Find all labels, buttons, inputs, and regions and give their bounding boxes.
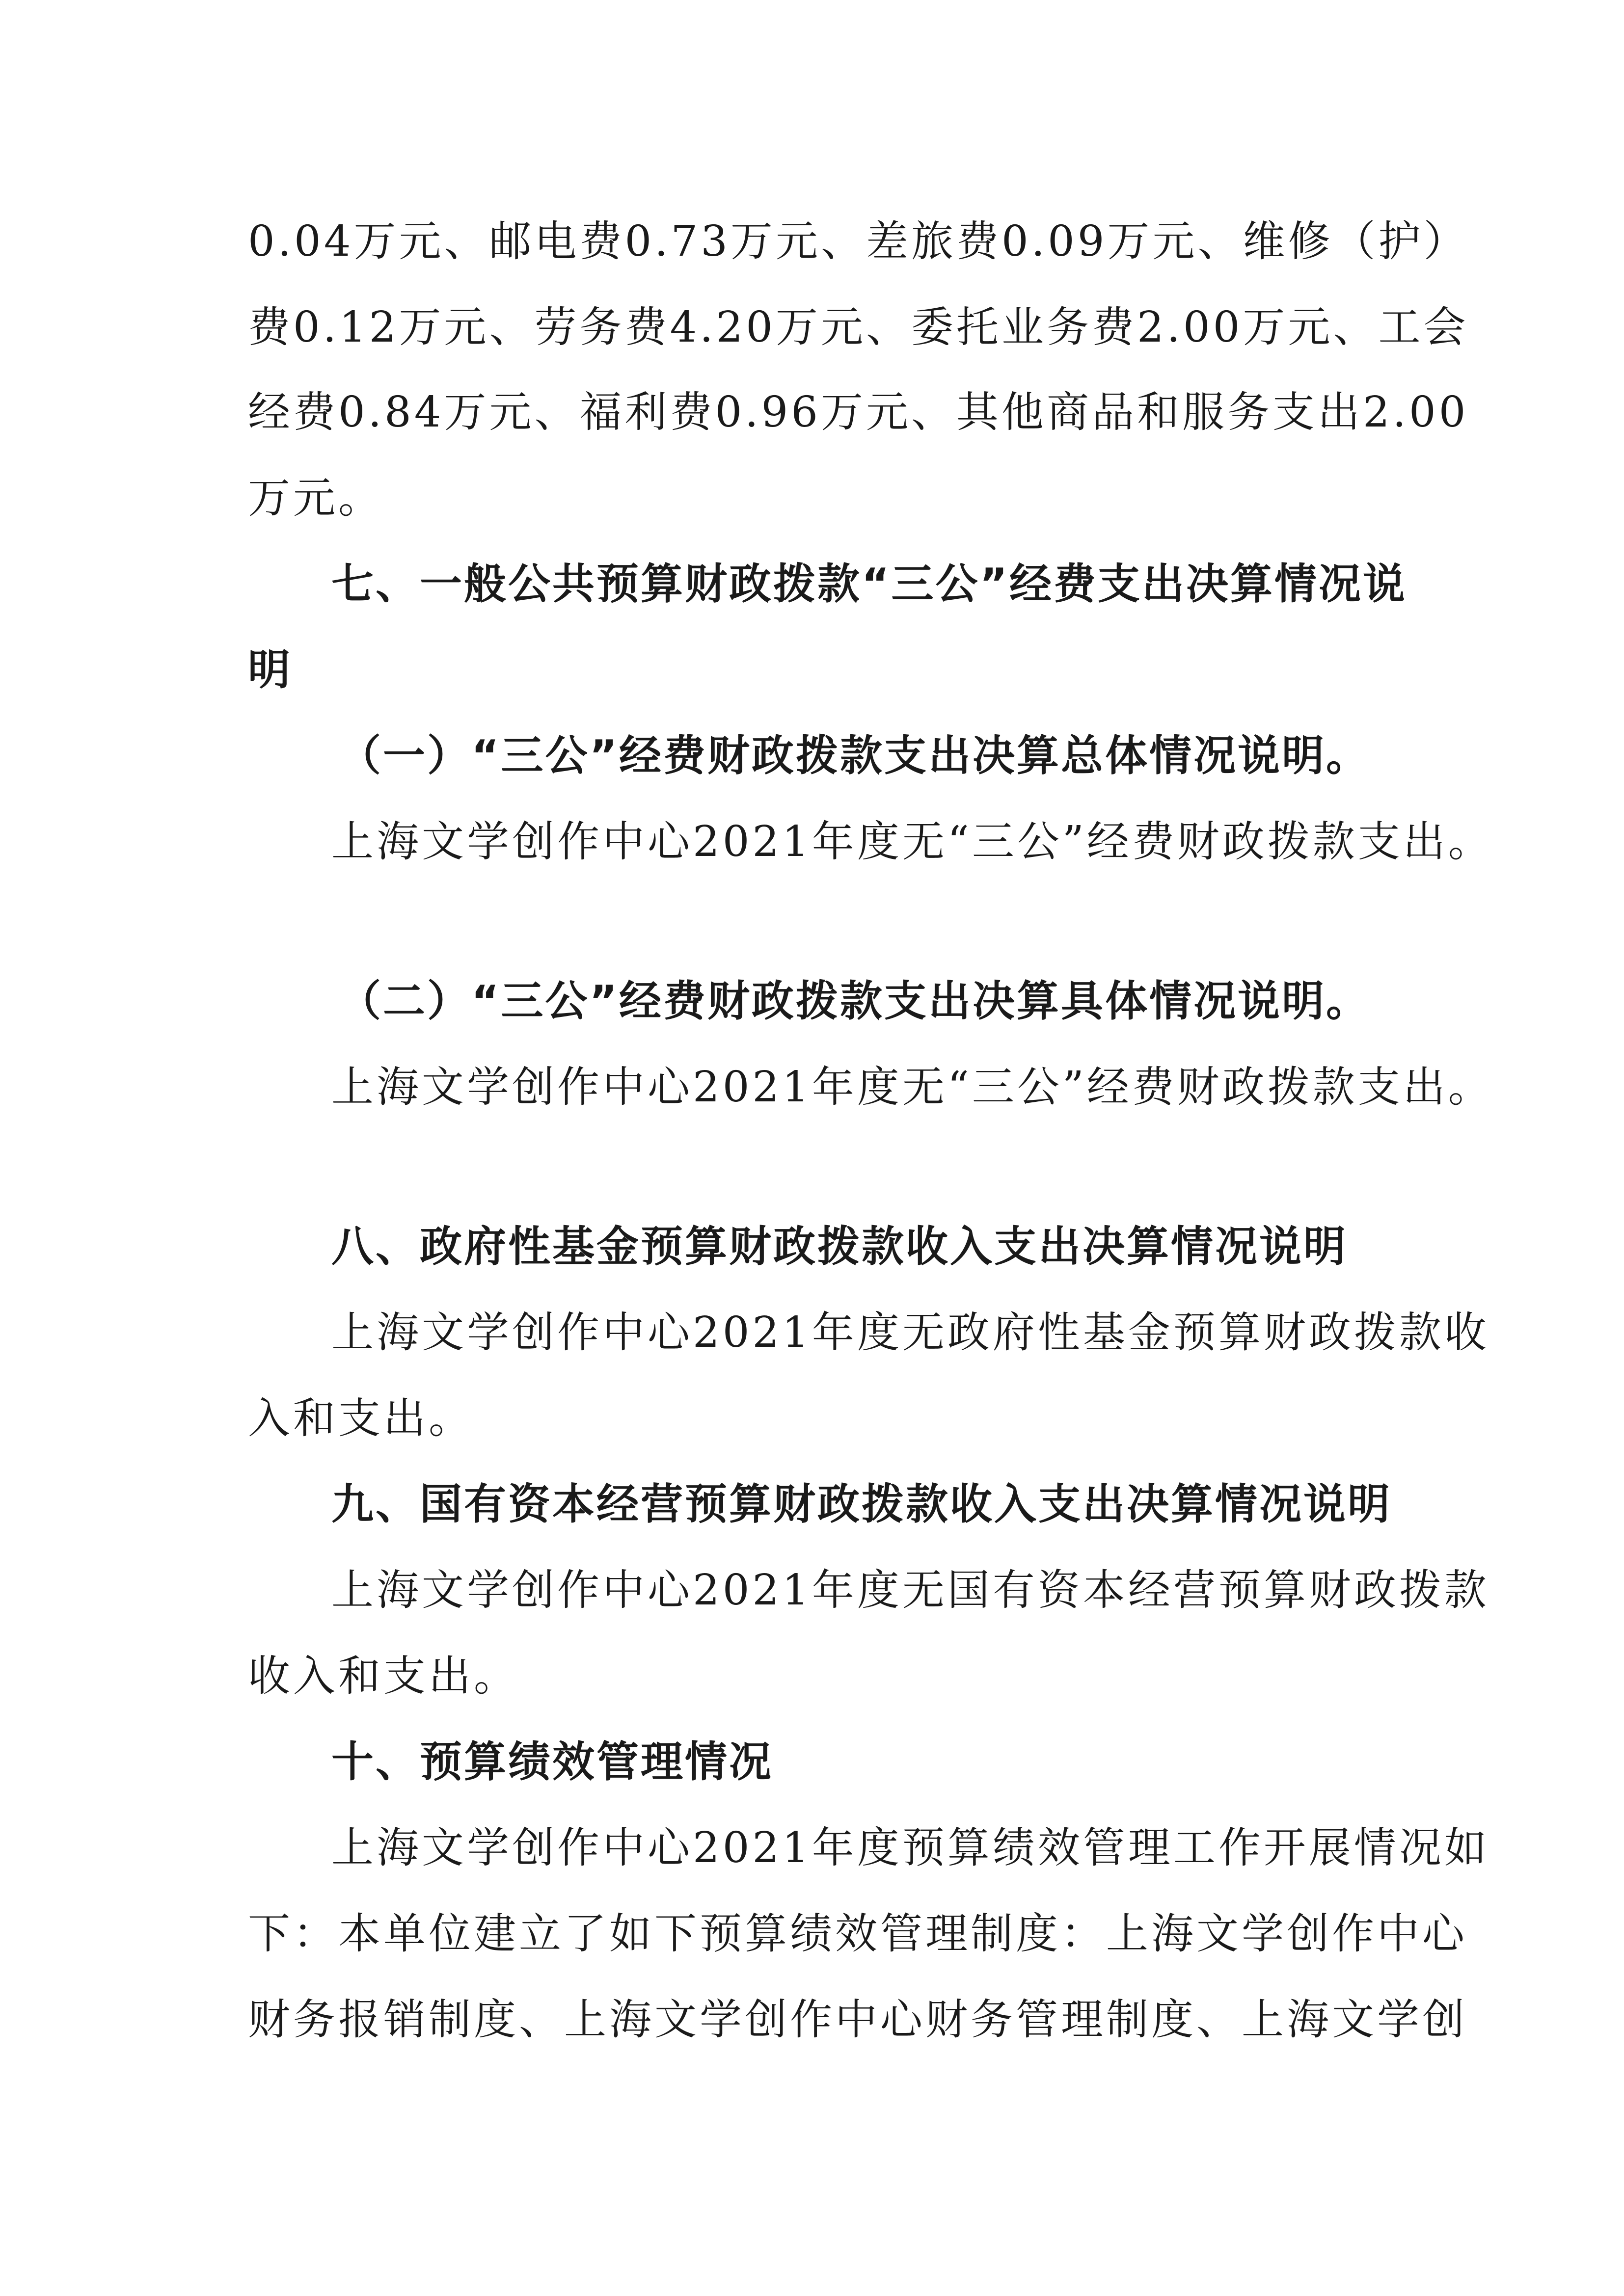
costs-line-1: 0.04万元、邮电费0.73万元、差旅费0.09万元、维修（护） <box>248 217 1469 266</box>
section10-text-line-3: 财务报销制度、上海文学创作中心财务管理制度、上海文学创 <box>248 1995 1467 2044</box>
section7-sub1-text: 上海文学创作中心2021年度无“三公”经费财政拨款支出。 <box>331 817 1493 866</box>
section7-sub1-heading: （一）“三公”经费财政拨款支出决算总体情况说明。 <box>339 731 1371 780</box>
section10-text-line-1: 上海文学创作中心2021年度预算绩效管理工作开展情况如 <box>331 1823 1489 1872</box>
section7-heading-line-2: 明 <box>248 645 292 694</box>
section9-text-line-2: 收入和支出。 <box>248 1652 519 1701</box>
section7-heading-line-1: 七、一般公共预算财政拨款“三公”经费支出决算情况说 <box>331 560 1407 609</box>
costs-line-4: 万元。 <box>248 474 383 523</box>
costs-line-3: 经费0.84万元、福利费0.96万元、其他商品和服务支出2.00 <box>248 388 1469 437</box>
section10-text-line-2: 下：本单位建立了如下预算绩效管理制度：上海文学创作中心 <box>248 1909 1467 1958</box>
section9-heading: 九、国有资本经营预算财政拨款收入支出决算情况说明 <box>331 1480 1392 1529</box>
section10-heading: 十、预算绩效管理情况 <box>331 1737 773 1787</box>
section9-text-line-1: 上海文学创作中心2021年度无国有资本经营预算财政拨款 <box>331 1566 1489 1615</box>
costs-line-2: 费0.12万元、劳务费4.20万元、委托业务费2.00万元、工会 <box>248 303 1469 352</box>
section7-sub2-text: 上海文学创作中心2021年度无“三公”经费财政拨款支出。 <box>331 1063 1493 1112</box>
section8-text-line-2: 入和支出。 <box>248 1394 474 1443</box>
section8-text-line-1: 上海文学创作中心2021年度无政府性基金预算财政拨款收 <box>331 1308 1489 1357</box>
section7-sub2-heading: （二）“三公”经费财政拨款支出决算具体情况说明。 <box>339 977 1371 1026</box>
section8-heading: 八、政府性基金预算财政拨款收入支出决算情况说明 <box>331 1222 1348 1271</box>
